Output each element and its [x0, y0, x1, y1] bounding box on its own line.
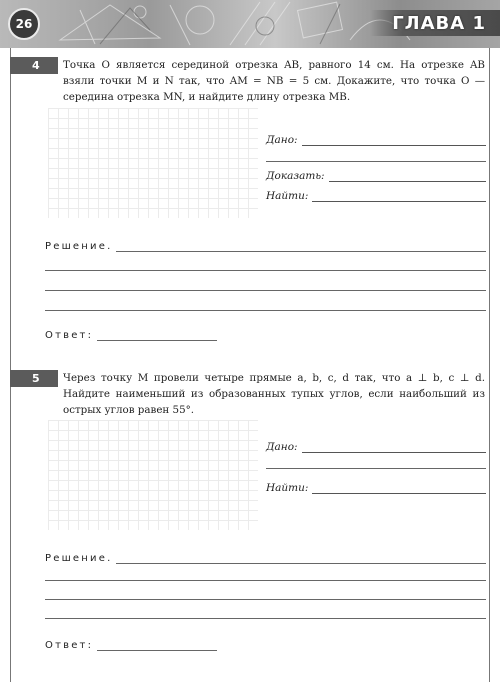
task-5-answer-field[interactable]	[45, 640, 217, 651]
task-4-answer-field[interactable]	[45, 330, 217, 341]
solution-label: Решение.	[45, 241, 113, 252]
solution-line	[116, 555, 486, 564]
answer-label: Ответ:	[45, 330, 94, 341]
answer-line	[97, 642, 217, 651]
solution-line-4	[45, 618, 486, 619]
solution-line-4	[45, 310, 486, 311]
page-frame-left	[10, 48, 11, 682]
task-4-number: 4	[10, 57, 58, 74]
task-4-text: Точка O является серединой отрезка AB, равного 14 см. На отрезке AB взяли точки M и N так, что AM = NB = 5 см. Докажите, что точка O — середина отрезка MN, и найдите длину отрезка MB.	[63, 59, 485, 103]
solution-line-3	[45, 599, 486, 600]
prove-line	[329, 172, 486, 182]
task-4-find-field[interactable]	[266, 190, 486, 202]
task-4-solution-field[interactable]	[45, 241, 486, 252]
find-line	[312, 484, 486, 494]
task-5-number: 5	[10, 370, 58, 387]
given-extra-line	[266, 161, 486, 162]
chapter-title: ГЛАВА 1	[370, 10, 500, 36]
find-line	[312, 192, 486, 202]
given-line	[302, 136, 486, 146]
solution-label: Решение.	[45, 553, 113, 564]
task-5-given-field[interactable]	[266, 441, 486, 453]
find-label: Найти:	[266, 482, 309, 494]
solution-line-2	[45, 580, 486, 581]
prove-label: Доказать:	[266, 170, 325, 182]
given-line	[302, 443, 486, 453]
task-4-prove-field[interactable]	[266, 170, 486, 182]
answer-label: Ответ:	[45, 640, 94, 651]
find-label: Найти:	[266, 190, 309, 202]
page-number: 26	[8, 8, 40, 40]
task-5-drawing-grid	[48, 420, 258, 530]
task-5-solution-field[interactable]	[45, 553, 486, 564]
task-4-drawing-grid	[48, 108, 258, 218]
solution-line-3	[45, 290, 486, 291]
page-frame-right	[489, 48, 490, 682]
solution-line	[116, 243, 486, 252]
task-5-text: Через точку M провели четыре прямые a, b, c, d так, что a ⊥ b, c ⊥ d. Найдите наименьший из образованных тупых углов, если наибольший из острых углов равен 55°.	[63, 372, 485, 416]
solution-line-2	[45, 270, 486, 271]
given-label: Дано:	[266, 441, 298, 453]
page-header	[0, 0, 500, 48]
task-4-given-field[interactable]	[266, 134, 486, 146]
answer-line	[97, 332, 217, 341]
task-5-find-field[interactable]	[266, 482, 486, 494]
given-extra-line	[266, 468, 486, 469]
given-label: Дано:	[266, 134, 298, 146]
